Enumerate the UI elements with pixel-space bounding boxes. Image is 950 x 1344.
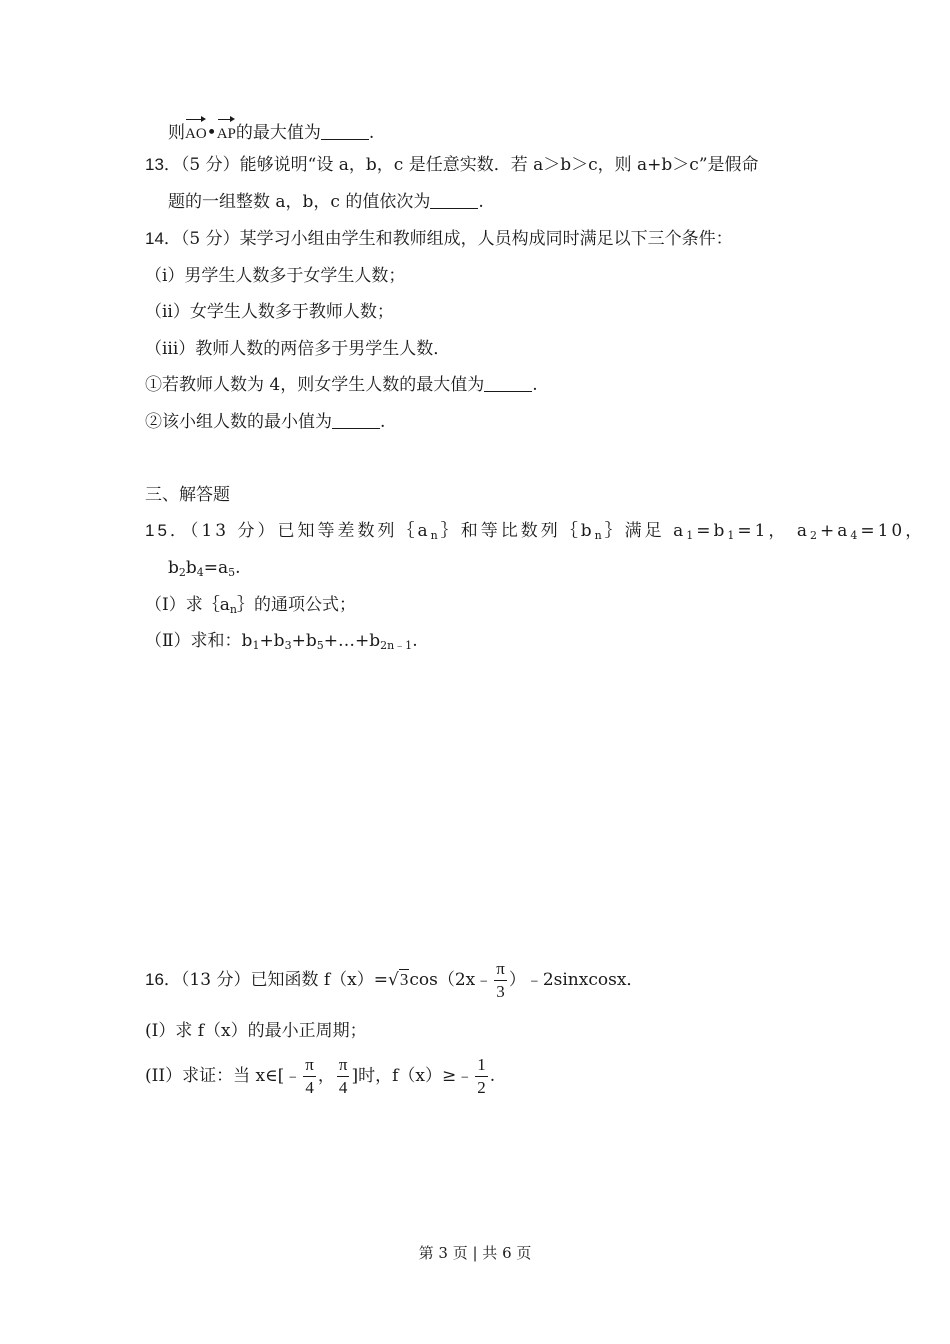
q16-part2-c: . <box>489 1066 496 1086</box>
sqrt-arg: 3 <box>399 970 409 989</box>
sub-1: 1 <box>686 529 697 542</box>
q16-part2-b: ]时，f（x）≥﹣ <box>351 1066 474 1086</box>
q14-score: （5 分） <box>180 229 240 249</box>
q12-suffix: 的最大值为 <box>235 123 321 143</box>
vector-ao: AO <box>185 117 207 145</box>
q13-text1: 能够说明“设 a，b，c 是任意实数．若 a＞b＞c，则 a+b＞c”是假命 <box>239 155 759 175</box>
q13-line2 <box>168 191 484 213</box>
q13-text2: 题的一组整数 a，b，c 的值依次为 <box>168 192 431 212</box>
q15-part2 <box>145 630 418 652</box>
q15-text-f: +a <box>819 521 851 541</box>
sub-n: n <box>594 529 605 542</box>
q12-prefix: 则 <box>168 123 185 143</box>
sub-2n-1: 2n﹣1 <box>380 639 413 652</box>
fraction-one-half <box>475 1056 488 1097</box>
sub-n: n <box>229 603 237 616</box>
fraction-pi-over-3 <box>494 960 507 1001</box>
q15-line1 <box>145 520 925 542</box>
q14-sub2-end: . <box>380 412 386 432</box>
q15-eq-a: =a <box>203 558 229 578</box>
vector-ap: AP <box>217 117 236 145</box>
page-footer: 第 3 页 | 共 6 页 <box>418 1244 532 1262</box>
q15-part2-c: +b <box>291 631 317 651</box>
section-title: 三、解答题 <box>145 485 230 505</box>
q14-number: 14． <box>145 229 181 248</box>
q16-line1 <box>145 960 643 1001</box>
q15-period: . <box>235 558 241 578</box>
q15-part1 <box>145 594 356 616</box>
q16-text-a: 已知函数 f（x）= <box>250 970 388 990</box>
sub-5: 5 <box>228 566 236 579</box>
q15-line2 <box>168 557 241 579</box>
sub-1: 1 <box>727 529 738 542</box>
q15-part1-a: （Ⅰ）求｛a <box>145 595 230 615</box>
q13-end: . <box>478 192 484 212</box>
sub-4: 4 <box>850 529 861 542</box>
q16-score: （13 分） <box>180 970 251 990</box>
q14-line1 <box>145 228 733 250</box>
q15-b: b <box>168 558 179 578</box>
sub-n: n <box>430 529 441 542</box>
answer-blank-q12[interactable] <box>321 123 369 140</box>
q15-text-g: =10， <box>860 521 926 541</box>
frac-num: π <box>494 960 507 981</box>
q15-text-e: =1， a <box>737 521 810 541</box>
sub-4: 4 <box>196 566 204 579</box>
sub-5: 5 <box>316 639 324 652</box>
answer-blank-q13[interactable] <box>430 192 478 209</box>
q16-part2 <box>145 1056 495 1097</box>
q14-subquestion-2 <box>145 411 385 433</box>
q14-sub1-end: . <box>532 375 538 395</box>
dot-operator: • <box>206 123 217 143</box>
q15-text-b: ｝和等比数列｛b <box>440 521 595 541</box>
q15-number: 15． <box>145 521 190 540</box>
q14-text1: 某学习小组由学生和教师组成，人员构成同时满足以下三个条件： <box>239 229 733 249</box>
frac-num: 1 <box>475 1056 488 1077</box>
q14-condition-2: （ii）女学生人数多于教师人数； <box>145 302 394 322</box>
fraction-pi-over-4 <box>303 1056 316 1097</box>
q14-condition-3: （iii）教师人数的两倍多于男学生人数． <box>145 339 451 359</box>
q15-part2-a: （Ⅱ）求和：b <box>145 631 253 651</box>
q14-subquestion-1 <box>145 374 538 396</box>
q16-text-b: cos（2x﹣ <box>409 970 493 990</box>
q13-score: （5 分） <box>180 155 240 175</box>
sub-1: 1 <box>252 639 260 652</box>
q13-line1 <box>145 154 759 176</box>
q16-comma: ， <box>317 1066 335 1086</box>
sub-3: 3 <box>284 639 292 652</box>
sqrt-symbol: √3 <box>388 970 409 990</box>
q16-part2-a: (II）求证：当 x∈[﹣ <box>145 1066 302 1086</box>
q14-condition-1: （i）男学生人数多于女学生人数； <box>145 266 406 286</box>
frac-den: 2 <box>477 1078 486 1097</box>
answer-blank-q14-1[interactable] <box>484 375 532 392</box>
q13-number: 13． <box>145 155 181 174</box>
q15-part2-b: +b <box>259 631 285 651</box>
q15-score: （13 分） <box>189 521 278 541</box>
frac-den: 4 <box>305 1078 314 1097</box>
q15-part1-b: ｝的通项公式； <box>236 595 356 615</box>
q12-tail-line <box>168 117 374 145</box>
q14-sub2-text: ②该小组人数的最小值为 <box>145 412 332 432</box>
q15-part2-d: +…+b <box>323 631 381 651</box>
sub-2: 2 <box>809 529 820 542</box>
q16-part1: (I）求 f（x）的最小正周期； <box>145 1021 367 1041</box>
q15-text-c: ｝满足 a <box>604 521 687 541</box>
q15-text-d: =b <box>696 521 728 541</box>
answer-blank-q14-2[interactable] <box>332 412 380 429</box>
frac-den: 3 <box>496 982 505 1001</box>
fraction-pi-over-4 <box>337 1056 350 1097</box>
frac-num: π <box>303 1056 316 1077</box>
q14-sub1-text: ①若教师人数为 4，则女学生人数的最大值为 <box>145 375 485 395</box>
q12-end: . <box>368 123 375 143</box>
q15-text-a: 已知等差数列｛a <box>277 521 431 541</box>
frac-den: 4 <box>338 1078 348 1097</box>
q16-text-c: ）﹣2sinxcosx． <box>508 970 644 990</box>
sub-2: 2 <box>178 566 186 579</box>
q15-part2-e: . <box>412 631 418 651</box>
q15-b: b <box>185 558 197 578</box>
frac-num: π <box>337 1056 350 1077</box>
q16-number: 16． <box>145 970 181 989</box>
